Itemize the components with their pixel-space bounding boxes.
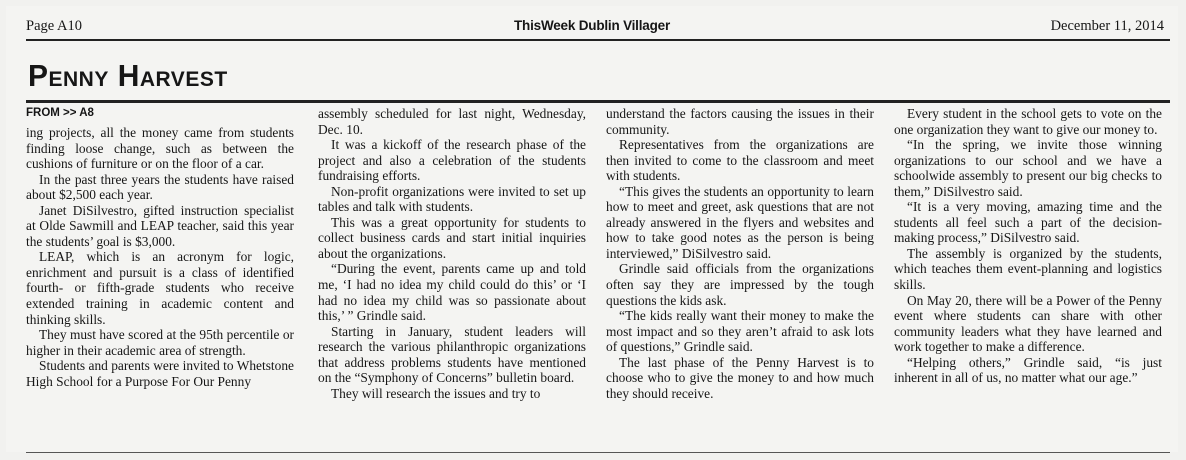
article-headline: Penny Harvest [28, 59, 228, 94]
paragraph: “It is a very moving, amazing time and the students all feel such a part of the decision-making process,” DiSilvestro said. [894, 199, 1162, 246]
paragraph: “Helping others,” Grindle said, “is just inherent in all of us, no matter what our age.” [894, 354, 1162, 386]
paragraph: understand the factors causing the issues in their community. [606, 106, 874, 137]
paragraph: assembly scheduled for last night, Wednesday, Dec. 10. [318, 106, 586, 137]
paragraph: ing projects, all the money came from students finding loose change, such as between the cushions of furniture or on the floor of a car. [26, 125, 294, 172]
paragraph: Grindle said officials from the organizations often say they are impressed by the tough questions the kids ask. [606, 261, 874, 308]
issue-date: December 11, 2014 [1050, 18, 1164, 34]
folio-line [6, 18, 1178, 36]
headline-rule [26, 100, 1170, 103]
paragraph: This was a great opportunity for students to collect business cards and start initial inquiries about the organizations. [318, 214, 586, 261]
paragraph: Representatives from the organizations are then invited to come to the classroom and meet with students. [606, 137, 874, 184]
paragraph: They must have scored at the 95th percentile or higher in their academic area of strength. [26, 327, 294, 358]
paragraph: The last phase of the Penny Harvest is to choose who to give the money to and how much they should receive. [606, 354, 874, 401]
paragraph: Janet DiSilvestro, gifted instruction specialist at Olde Sawmill and LEAP teacher, said this year the students’ goal is $3,000. [26, 202, 294, 249]
paragraph: “In the spring, we invite those winning organizations to our school and we have a schoolwide assembly to present our big checks to them,” DiSilvestro said. [894, 137, 1162, 199]
paragraph: On May 20, there will be a Power of the Penny event where students can share with other community leaders what they have learned and work together to make a difference. [894, 292, 1162, 355]
column-2 [318, 106, 586, 401]
page-number: Page A10 [26, 18, 82, 34]
jump-line: FROM >> A8 [26, 107, 94, 119]
paragraph: The assembly is organized by the students, which teaches them event-planning and logistics skills. [894, 245, 1162, 293]
bottom-rule [26, 452, 1170, 453]
paragraph: “During the event, parents came up and told me, ‘I had no idea my child could do this’ or ‘I had no idea my child was so passionate about this,’ ” Grindle said. [318, 261, 586, 324]
paragraph: It was a kickoff of the research phase of the project and also a celebration of the students fundraising efforts. [318, 137, 586, 184]
publication-name: ThisWeek Dublin Villager [514, 18, 670, 33]
paragraph: “This gives the students an opportunity to learn how to meet and greet, ask questions that are not already answered in the flyers and websites and how to take good notes as the person is being interviewed,” DiSilvestro said. [606, 183, 874, 261]
paragraph: LEAP, which is an acronym for logic, enrichment and pursuit is a class of identified fourth- or fifth-grade students who receive extended training in academic content and thinking skills. [26, 249, 294, 327]
paragraph: “The kids really want their money to make the most impact and so they aren’t afraid to ask lots of questions,” Grindle said. [606, 308, 874, 355]
column-3 [606, 106, 874, 401]
column-4 [894, 106, 1162, 386]
paragraph: In the past three years the students have raised about $2,500 each year. [26, 171, 294, 203]
folio-rule [26, 39, 1170, 41]
column-1 [26, 106, 294, 389]
paragraph: Starting in January, student leaders will research the various philanthropic organizations that address problems students have mentioned on the “Symphony of Concerns” bulletin board. [318, 323, 586, 386]
paragraph: Students and parents were invited to Whetstone High School for a Purpose For Our Penny [26, 358, 294, 389]
newspaper-page [6, 6, 1178, 452]
paragraph: Non-profit organizations were invited to set up tables and talk with students. [318, 183, 586, 215]
paragraph: They will research the issues and try to [331, 385, 541, 401]
paragraph: Every student in the school gets to vote on the one organization they want to give our money to. [894, 106, 1162, 137]
